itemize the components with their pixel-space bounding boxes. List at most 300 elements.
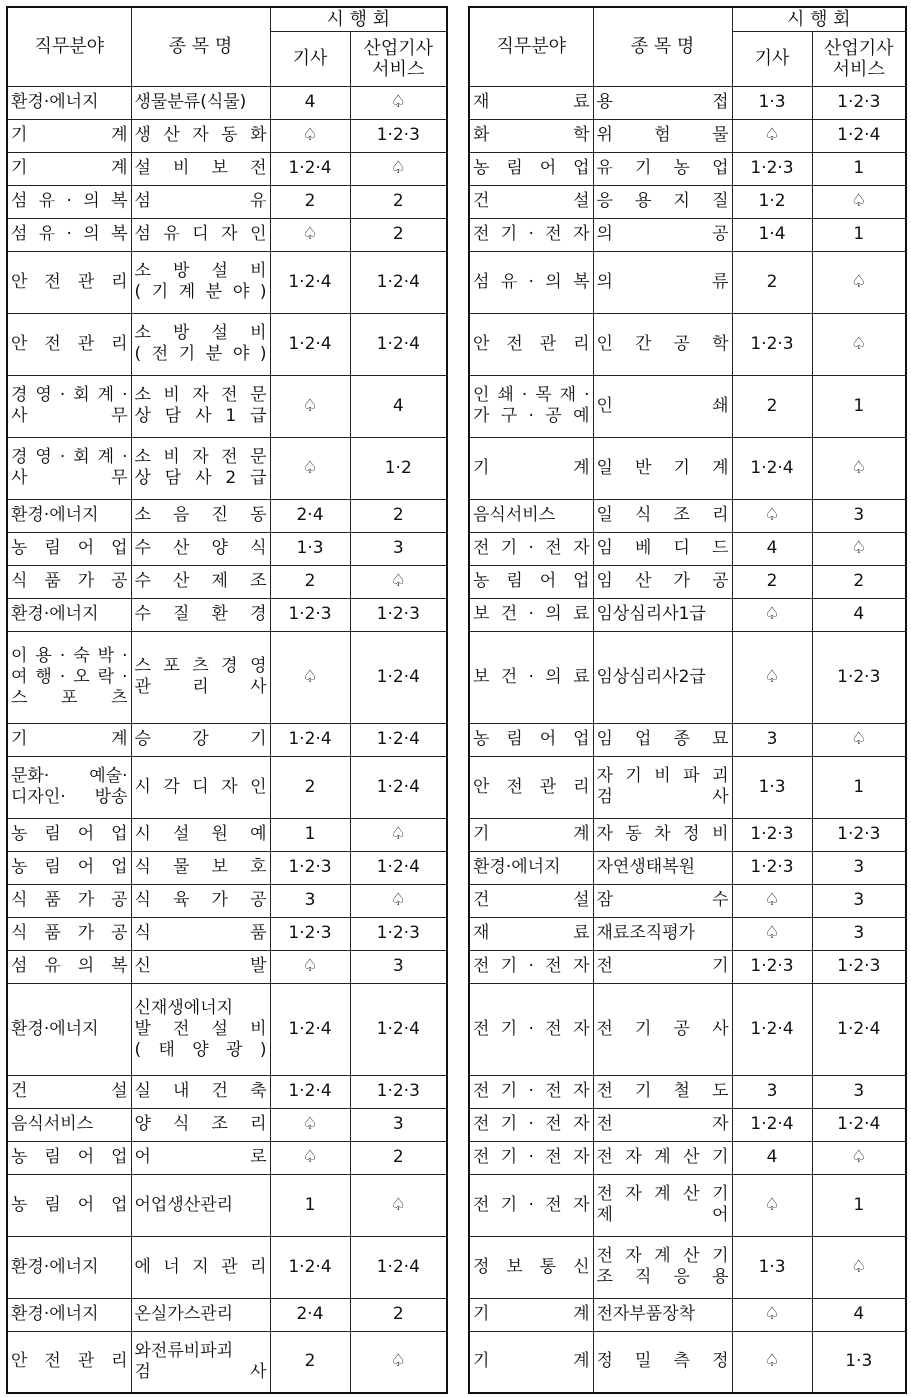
industrial-cell: 1·2·4 [812,1108,906,1141]
engineer-cell: 1·2·3 [732,152,812,185]
industrial-cell: 1·2·3 [350,1075,447,1108]
item-cell: 실 내 건 축 [131,1075,270,1108]
header-exam-round: 시 행 회 [732,7,906,31]
table-row [7,499,447,532]
industrial-cell: 1·2·3 [350,917,447,950]
table-row [7,756,447,818]
industrial-cell: 3 [812,917,906,950]
industrial-cell: 4 [812,598,906,631]
field-cell: 기 계 [7,119,131,152]
item-cell: 재료조직평가 [593,917,732,950]
engineer-cell: 3 [732,1075,812,1108]
field-cell: 기 계 [469,1331,593,1393]
table-row [469,884,906,917]
engineer-cell: 4 [732,532,812,565]
industrial-cell: 1·2·3 [812,86,906,119]
engineer-cell: 1·2·3 [270,917,350,950]
item-cell: 위 험 물 [593,119,732,152]
table-row [7,631,447,723]
industrial-cell: ♤ [350,152,447,185]
field-cell: 농 림 어 업 [7,1141,131,1174]
industrial-cell: ♤ [812,185,906,218]
item-cell: 임 베 디 드 [593,532,732,565]
table-row [7,1236,447,1298]
item-cell: 전 자 [593,1108,732,1141]
item-cell: 전자부품장착 [593,1298,732,1331]
engineer-cell: ♤ [732,1331,812,1393]
table-row [469,1141,906,1174]
engineer-cell: 1·2·4 [270,1075,350,1108]
table-row [469,1108,906,1141]
table-row [7,152,447,185]
table-row [469,499,906,532]
engineer-cell: 1 [270,1174,350,1236]
industrial-cell: 1·2·3 [350,119,447,152]
field-cell: 재 료 [469,917,593,950]
engineer-cell: 1·3 [732,756,812,818]
industrial-cell: 1·2·4 [350,723,447,756]
table-row [7,313,447,375]
table-row [7,1108,447,1141]
engineer-cell: 1·2·3 [732,313,812,375]
item-cell: 식 품 [131,917,270,950]
item-cell: 식 육 가 공 [131,884,270,917]
engineer-cell: 1·2·4 [732,983,812,1075]
item-cell: 수 질 환 경 [131,598,270,631]
industrial-cell: 1 [812,1174,906,1236]
table-row [7,185,447,218]
engineer-cell: ♤ [732,1174,812,1236]
item-cell: 수 산 양 식 [131,532,270,565]
table-row [469,756,906,818]
industrial-cell: 2 [350,499,447,532]
table-row [7,1331,447,1393]
industrial-cell: 1·2·3 [812,818,906,851]
industrial-cell: ♤ [812,1236,906,1298]
engineer-cell: 1·4 [732,218,812,251]
industrial-cell: 3 [350,950,447,983]
table-row [469,437,906,499]
engineer-cell: ♤ [270,375,350,437]
field-cell: 농 림 어 업 [7,818,131,851]
field-cell: 전 기 · 전 자 [469,1108,593,1141]
industrial-cell: 1 [812,756,906,818]
field-cell: 섬 유 · 의 복 [469,251,593,313]
engineer-cell: 1·2·3 [270,851,350,884]
industrial-cell: 1·2·4 [350,1236,447,1298]
field-cell: 환경·에너지 [7,983,131,1075]
header-industrial-engineer: 산업기사 서비스 [350,31,447,86]
header-engineer: 기사 [270,31,350,86]
item-cell: 전 기 [593,950,732,983]
engineer-cell: ♤ [270,1108,350,1141]
engineer-cell: 2 [732,565,812,598]
field-cell: 안 전 관 리 [469,756,593,818]
table-row [469,185,906,218]
field-cell: 환경·에너지 [469,851,593,884]
field-cell: 전 기 · 전 자 [469,1075,593,1108]
table-row [469,532,906,565]
industrial-cell: 3 [812,499,906,532]
engineer-cell: 2 [732,251,812,313]
field-cell: 환경·에너지 [7,86,131,119]
item-cell: 잠 수 [593,884,732,917]
table-row [7,218,447,251]
left-table [6,6,448,1394]
item-cell: 전 기 공 사 [593,983,732,1075]
field-cell: 기 계 [469,1298,593,1331]
field-cell: 전 기 · 전 자 [469,218,593,251]
item-cell: 유 기 농 업 [593,152,732,185]
engineer-cell: 1·2·3 [732,950,812,983]
industrial-cell: 1·2·3 [812,631,906,723]
industrial-cell: 1·2·4 [812,119,906,152]
item-cell: 소 비 자 전 문 상 담 사 2 급 [131,437,270,499]
field-cell: 안 전 관 리 [469,313,593,375]
header-item: 종 목 명 [593,7,732,86]
table-row [7,532,447,565]
table-row [469,851,906,884]
item-cell: 정 밀 측 정 [593,1331,732,1393]
industrial-cell: 1·2·3 [350,598,447,631]
header-item: 종 목 명 [131,7,270,86]
item-cell: 응 용 지 질 [593,185,732,218]
table-row [7,1174,447,1236]
table-row [7,1075,447,1108]
industrial-cell: 1·2·4 [350,851,447,884]
right-table [468,6,907,1394]
industrial-cell: ♤ [812,723,906,756]
engineer-cell: ♤ [270,1141,350,1174]
table-row [7,723,447,756]
field-cell: 전 기 · 전 자 [469,950,593,983]
field-cell: 섬 유 · 의 복 [7,218,131,251]
field-cell: 식 품 가 공 [7,884,131,917]
engineer-cell: ♤ [270,950,350,983]
industrial-cell: 1·2·4 [812,983,906,1075]
item-cell: 인 쇄 [593,375,732,437]
engineer-cell: 1·2·3 [732,818,812,851]
table-row [7,1141,447,1174]
item-cell: 인 간 공 학 [593,313,732,375]
engineer-cell: 1·2·4 [270,152,350,185]
industrial-cell: 1·3 [812,1331,906,1393]
header-industrial-engineer: 산업기사 서비스 [812,31,906,86]
industrial-cell: 3 [812,884,906,917]
field-cell: 식 품 가 공 [7,565,131,598]
engineer-cell: ♤ [732,917,812,950]
table-row [469,313,906,375]
industrial-cell: 1 [812,375,906,437]
engineer-cell: 1·2·3 [270,598,350,631]
field-cell: 안 전 관 리 [7,313,131,375]
right-table-body [469,86,906,1393]
industrial-cell: 1·2 [350,437,447,499]
engineer-cell: 1·2·4 [732,1108,812,1141]
table-row [469,950,906,983]
industrial-cell: ♤ [812,313,906,375]
table-row [7,917,447,950]
item-cell: 수 산 제 조 [131,565,270,598]
field-cell: 전 기 · 전 자 [469,1174,593,1236]
industrial-cell: 1·2·3 [812,950,906,983]
engineer-cell: 2·4 [270,1298,350,1331]
engineer-cell: ♤ [732,631,812,723]
table-row [7,598,447,631]
item-cell: 섬 유 [131,185,270,218]
field-cell: 인 쇄 · 목 재 · 가 구 · 공 예 [469,375,593,437]
field-cell: 기 계 [7,723,131,756]
item-cell: 어업생산관리 [131,1174,270,1236]
table-row [7,437,447,499]
item-cell: 자연생태복원 [593,851,732,884]
industrial-cell: ♤ [812,1141,906,1174]
industrial-cell: ♤ [812,532,906,565]
header-engineer: 기사 [732,31,812,86]
field-cell: 농 림 어 업 [7,1174,131,1236]
field-cell: 경 영 · 회 계 · 사 무 [7,437,131,499]
field-cell: 농 림 어 업 [469,565,593,598]
field-cell: 농 림 어 업 [7,851,131,884]
industrial-cell: ♤ [350,818,447,851]
header-field: 직무분야 [469,7,593,86]
item-cell: 신재생에너지 발 전 설 비 ( 태 양 광 ) [131,983,270,1075]
field-cell: 안 전 관 리 [7,1331,131,1393]
left-table-body [7,86,447,1393]
industrial-cell: 2 [812,565,906,598]
table-row [7,818,447,851]
field-cell: 환경·에너지 [7,598,131,631]
field-cell: 농 림 어 업 [469,152,593,185]
industrial-cell: 2 [350,218,447,251]
field-cell: 농 림 어 업 [7,532,131,565]
engineer-cell: 3 [270,884,350,917]
field-cell: 환경·에너지 [7,1236,131,1298]
engineer-cell: 1·3 [732,1236,812,1298]
industrial-cell: 4 [812,1298,906,1331]
item-cell: 전 자 계 산 기 조 직 응 용 [593,1236,732,1298]
item-cell: 용 접 [593,86,732,119]
engineer-cell: ♤ [732,119,812,152]
field-cell: 전 기 · 전 자 [469,532,593,565]
table-row [7,86,447,119]
table-row [469,251,906,313]
field-cell: 경 영 · 회 계 · 사 무 [7,375,131,437]
item-cell: 임 업 종 묘 [593,723,732,756]
engineer-cell: 1·3 [732,86,812,119]
engineer-cell: 1 [270,818,350,851]
table-row [7,950,447,983]
industrial-cell: 1 [812,218,906,251]
table-row [469,631,906,723]
item-cell: 생물분류(식물) [131,86,270,119]
table-row [469,565,906,598]
item-cell: 소 음 진 동 [131,499,270,532]
engineer-cell: 1·2·4 [270,1236,350,1298]
industrial-cell: ♤ [812,251,906,313]
item-cell: 자 기 비 파 괴 검 사 [593,756,732,818]
engineer-cell: ♤ [270,437,350,499]
table-row [7,1298,447,1331]
field-cell: 건 설 [469,185,593,218]
item-cell: 식 물 보 호 [131,851,270,884]
field-cell: 환경·에너지 [7,1298,131,1331]
table-row [469,119,906,152]
field-cell: 보 건 · 의 료 [469,631,593,723]
table-row [7,119,447,152]
field-cell: 기 계 [469,437,593,499]
engineer-cell: 1·3 [270,532,350,565]
industrial-cell: ♤ [350,86,447,119]
engineer-cell: 4 [732,1141,812,1174]
item-cell: 자 동 차 정 비 [593,818,732,851]
item-cell: 시 설 원 예 [131,818,270,851]
item-cell: 소 비 자 전 문 상 담 사 1 급 [131,375,270,437]
engineer-cell: 1·2 [732,185,812,218]
table-row [469,218,906,251]
header-field: 직무분야 [7,7,131,86]
industrial-cell: 1·2·4 [350,983,447,1075]
item-cell: 전 자 계 산 기 제 어 [593,1174,732,1236]
industrial-cell: ♤ [350,884,447,917]
engineer-cell: 1·2·4 [732,437,812,499]
item-cell: 온실가스관리 [131,1298,270,1331]
field-cell: 기 계 [7,152,131,185]
table-row [469,917,906,950]
item-cell: 시 각 디 자 인 [131,756,270,818]
industrial-cell: ♤ [350,1331,447,1393]
field-cell: 안 전 관 리 [7,251,131,313]
item-cell: 전 기 철 도 [593,1075,732,1108]
table-row [469,818,906,851]
field-cell: 건 설 [469,884,593,917]
industrial-cell: 1·2·4 [350,251,447,313]
industrial-cell: ♤ [350,1174,447,1236]
table-row [469,598,906,631]
engineer-cell: ♤ [270,218,350,251]
item-cell: 전 자 계 산 기 [593,1141,732,1174]
table-row [469,1236,906,1298]
item-cell: 의 공 [593,218,732,251]
table-row [469,1331,906,1393]
engineer-cell: ♤ [732,499,812,532]
item-cell: 스 포 츠 경 영 관 리 사 [131,631,270,723]
item-cell: 섬 유 디 자 인 [131,218,270,251]
table-row [469,1298,906,1331]
engineer-cell: 2 [732,375,812,437]
item-cell: 와전류비파괴 검 사 [131,1331,270,1393]
table-row [7,884,447,917]
industrial-cell: 1·2·4 [350,756,447,818]
item-cell: 설 비 보 전 [131,152,270,185]
industrial-cell: 1·2·4 [350,631,447,723]
industrial-cell: 4 [350,375,447,437]
field-cell: 건 설 [7,1075,131,1108]
engineer-cell: 1·2·4 [270,313,350,375]
engineer-cell: 1·2·4 [270,723,350,756]
item-cell: 소 방 설 비 ( 전 기 분 야 ) [131,313,270,375]
item-cell: 승 강 기 [131,723,270,756]
engineer-cell: ♤ [732,1298,812,1331]
industrial-cell: 1·2·4 [350,313,447,375]
table-row [469,983,906,1075]
table-row [7,983,447,1075]
industrial-cell: 2 [350,185,447,218]
field-cell: 이 용 · 숙 박 · 여 행 · 오 락 · 스 포 츠 [7,631,131,723]
engineer-cell: 3 [732,723,812,756]
item-cell: 임상심리사2급 [593,631,732,723]
field-cell: 기 계 [469,818,593,851]
field-cell: 화 학 [469,119,593,152]
item-cell: 일 반 기 계 [593,437,732,499]
industrial-cell: 3 [812,1075,906,1108]
item-cell: 양 식 조 리 [131,1108,270,1141]
table-row [7,565,447,598]
table-row [469,152,906,185]
engineer-cell: 4 [270,86,350,119]
field-cell: 식 품 가 공 [7,917,131,950]
engineer-cell: 1·2·4 [270,983,350,1075]
item-cell: 임상심리사1급 [593,598,732,631]
field-cell: 섬 유 · 의 복 [7,185,131,218]
engineer-cell: 2·4 [270,499,350,532]
field-cell: 음식서비스 [7,1108,131,1141]
item-cell: 소 방 설 비 ( 기 계 분 야 ) [131,251,270,313]
item-cell: 의 류 [593,251,732,313]
exam-schedule-page [6,6,905,1392]
field-cell: 전 기 · 전 자 [469,1141,593,1174]
item-cell: 임 산 가 공 [593,565,732,598]
engineer-cell: 2 [270,1331,350,1393]
item-cell: 신 발 [131,950,270,983]
industrial-cell: ♤ [350,565,447,598]
engineer-cell: 2 [270,565,350,598]
engineer-cell: ♤ [732,884,812,917]
industrial-cell: 3 [350,1108,447,1141]
engineer-cell: 2 [270,756,350,818]
field-cell: 정 보 통 신 [469,1236,593,1298]
engineer-cell: 2 [270,185,350,218]
field-cell: 섬 유 의 복 [7,950,131,983]
engineer-cell: ♤ [270,631,350,723]
table-row [7,251,447,313]
table-row [7,375,447,437]
engineer-cell: 1·2·3 [732,851,812,884]
table-row [469,375,906,437]
item-cell: 일 식 조 리 [593,499,732,532]
industrial-cell: 3 [812,851,906,884]
field-cell: 전 기 · 전 자 [469,983,593,1075]
item-cell: 에 너 지 관 리 [131,1236,270,1298]
table-row [469,1075,906,1108]
engineer-cell: ♤ [732,598,812,631]
table-row [469,86,906,119]
engineer-cell: 1·2·4 [270,251,350,313]
field-cell: 재 료 [469,86,593,119]
engineer-cell: ♤ [270,119,350,152]
header-exam-round: 시 행 회 [270,7,447,31]
industrial-cell: 2 [350,1298,447,1331]
item-cell: 생 산 자 동 화 [131,119,270,152]
field-cell: 문화· 예술· 디자인· 방송 [7,756,131,818]
item-cell: 어 로 [131,1141,270,1174]
table-row [469,723,906,756]
field-cell: 음식서비스 [469,499,593,532]
industrial-cell: ♤ [812,437,906,499]
field-cell: 농 림 어 업 [469,723,593,756]
table-row [7,851,447,884]
industrial-cell: 1 [812,152,906,185]
